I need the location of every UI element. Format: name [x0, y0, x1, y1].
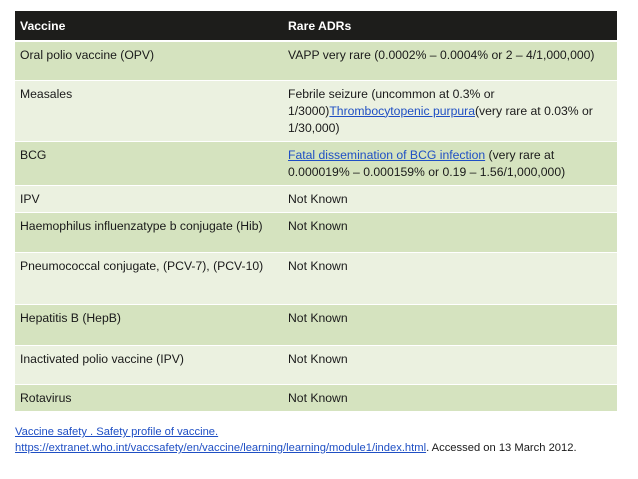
table-row: [15, 185, 617, 212]
thrombocytopenic-purpura-link[interactable]: Thrombocytopenic purpura: [329, 103, 475, 118]
vaccine-cell: Pneumococcal conjugate, (PCV-7), (PCV-10): [15, 252, 283, 304]
table-row: [15, 41, 617, 80]
vaccine-cell: BCG: [15, 141, 283, 185]
adr-cell: [283, 345, 617, 384]
vaccine-cell: Oral polio vaccine (OPV): [15, 41, 283, 80]
adr-cell: [283, 252, 617, 304]
vaccine-cell: Haemophilus influenzatype b conjugate (Hib): [15, 212, 283, 252]
vaccine-adr-table: [15, 11, 617, 412]
who-url-link[interactable]: https://extranet.who.int/vaccsafety/en/vaccine/learning/learning/module1/index.html: [15, 442, 427, 454]
adr-cell: [283, 80, 617, 141]
adr-text: Not Known: [288, 218, 348, 233]
adr-text: Not Known: [288, 351, 348, 366]
table-row: [15, 80, 617, 141]
reference-footnote: [15, 424, 627, 456]
table-row: [15, 141, 617, 185]
header-rare-adrs: Rare ADRs: [283, 11, 617, 41]
adr-text: Not Known: [288, 390, 348, 405]
adr-text: Not Known: [288, 258, 348, 273]
vaccine-safety-link[interactable]: Vaccine safety . Safety profile of vaccine.: [15, 426, 219, 438]
accessed-date: . Accessed on 13 March 2012.: [426, 442, 577, 454]
table-row: [15, 304, 617, 345]
table-row: [15, 384, 617, 411]
table-row: [15, 345, 617, 384]
adr-text-after: (very rare at 0.03% or 1/30,000): [288, 103, 593, 135]
adr-cell: [283, 41, 617, 80]
header-vaccine: Vaccine: [15, 11, 283, 41]
adr-cell: [283, 304, 617, 345]
fatal-dissemination-bcg-link[interactable]: Fatal dissemination of BCG infection: [288, 147, 486, 162]
vaccine-cell: Hepatitis B (HepB): [15, 304, 283, 345]
adr-text: Not Known: [288, 310, 348, 325]
adr-text: Febrile seizure (uncommon at 0.3% or 1/3000): [288, 86, 495, 118]
table-header-row: [15, 11, 617, 41]
adr-text: VAPP very rare (0.0002% – 0.0004% or 2 – 4/1,000,000): [288, 48, 595, 62]
table-row: [15, 212, 617, 252]
vaccine-cell: IPV: [15, 185, 283, 212]
vaccine-cell: Measales: [15, 80, 283, 141]
table-row: [15, 252, 617, 304]
vaccine-cell: Inactivated polio vaccine (IPV): [15, 345, 283, 384]
adr-text-after: (very rare at 0.000019% – 0.000159% or 0.19 – 1.56/1,000,000): [288, 147, 566, 179]
adr-cell: [283, 384, 617, 411]
adr-cell: [283, 212, 617, 252]
adr-cell: [283, 141, 617, 185]
vaccine-cell: Rotavirus: [15, 384, 283, 411]
adr-cell: [283, 185, 617, 212]
adr-text: Not Known: [288, 191, 348, 206]
